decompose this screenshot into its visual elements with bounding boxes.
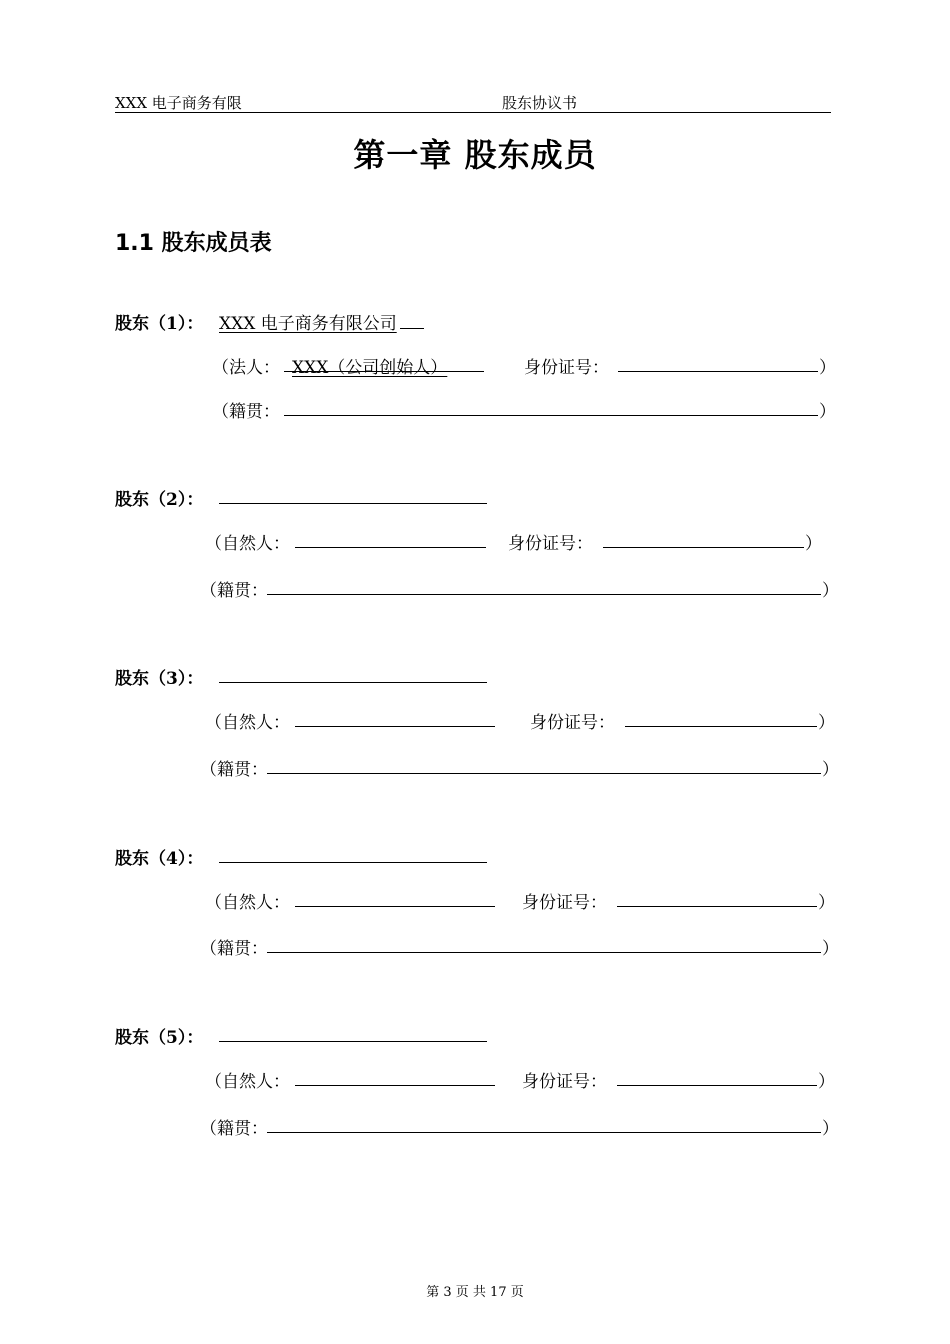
person-label: （自然人： [205, 1072, 290, 1092]
chapter-title: 第一章 股东成员 [353, 136, 597, 174]
header-rule [115, 112, 831, 113]
person-blank[interactable] [295, 547, 486, 548]
shareholder-label: 股东（2）： [115, 490, 204, 510]
shareholder-label: 股东（1）： [115, 314, 204, 334]
page-number: 第 3 页 共 17 页 [426, 1285, 524, 1300]
origin-close-paren: ） [819, 402, 836, 422]
header-doc-title: 股东协议书 [502, 94, 578, 112]
id-label: 身份证号： [508, 534, 593, 554]
shareholder-label: 股东（4）： [115, 849, 204, 869]
close-paren: ） [818, 893, 835, 913]
shareholder-name-blank[interactable] [219, 682, 487, 683]
section-title: 1.1 股东成员表 [115, 231, 272, 256]
person-blank[interactable] [295, 1085, 495, 1086]
person-blank[interactable] [295, 726, 495, 727]
origin-blank[interactable] [267, 594, 821, 595]
close-paren: ） [818, 713, 835, 733]
origin-label: （籍贯： [212, 402, 280, 422]
origin-close-paren: ） [822, 1119, 839, 1139]
person-value[interactable]: XXX（公司创始人） [292, 358, 448, 378]
origin-label: （籍贯： [200, 939, 268, 959]
origin-blank[interactable] [284, 415, 818, 416]
header-company: XXX 电子商务有限 [115, 94, 242, 112]
name-blank-tail [400, 328, 424, 329]
origin-close-paren: ） [822, 581, 839, 601]
id-label: 身份证号： [522, 1072, 607, 1092]
id-label: 身份证号： [530, 713, 615, 733]
close-paren: ） [805, 534, 822, 554]
origin-blank[interactable] [267, 952, 821, 953]
origin-close-paren: ） [822, 939, 839, 959]
shareholder-name-blank[interactable] [219, 862, 487, 863]
shareholder-label: 股东（5）： [115, 1028, 204, 1048]
id-blank[interactable] [617, 1085, 817, 1086]
person-label: （自然人： [205, 893, 290, 913]
origin-blank[interactable] [267, 1132, 821, 1133]
shareholder-name-blank[interactable] [219, 503, 487, 504]
id-blank[interactable] [618, 371, 818, 372]
origin-blank[interactable] [267, 773, 821, 774]
person-label: （法人： [212, 358, 280, 378]
shareholder-name-value[interactable]: XXX 电子商务有限公司 [219, 314, 397, 334]
id-blank[interactable] [603, 547, 804, 548]
person-label: （自然人： [205, 534, 290, 554]
id-blank[interactable] [625, 726, 817, 727]
person-blank[interactable] [295, 906, 495, 907]
id-label: 身份证号： [522, 893, 607, 913]
id-label: 身份证号： [524, 358, 609, 378]
person-label: （自然人： [205, 713, 290, 733]
shareholder-label: 股东（3）： [115, 669, 204, 689]
origin-label: （籍贯： [200, 760, 268, 780]
origin-label: （籍贯： [200, 581, 268, 601]
id-blank[interactable] [617, 906, 817, 907]
close-paren: ） [818, 1072, 835, 1092]
origin-close-paren: ） [822, 760, 839, 780]
shareholder-name-blank[interactable] [219, 1041, 487, 1042]
person-blank [284, 371, 484, 372]
origin-label: （籍贯： [200, 1119, 268, 1139]
close-paren: ） [819, 358, 836, 378]
